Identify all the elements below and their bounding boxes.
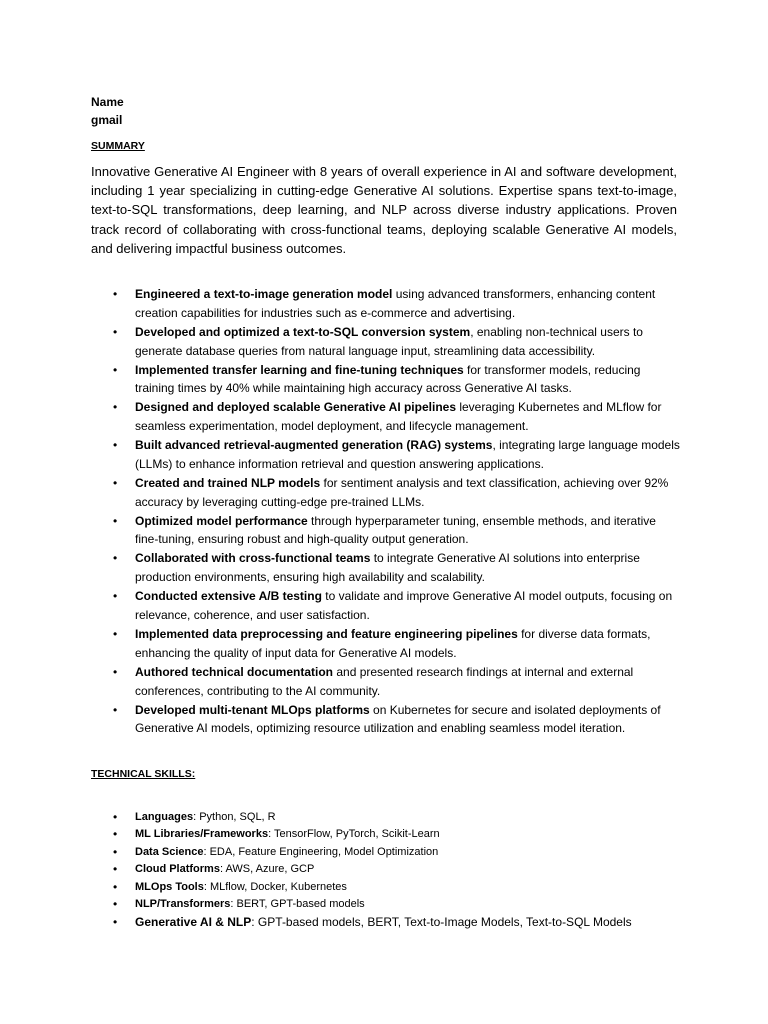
summary-text: Innovative Generative AI Engineer with 8 years of overall experience in AI and software development, including 1 year specializing in cutting-edge Generative AI solutions. Expertise spans text-to-image, text-to-SQL transformations, deep learning, and NLP across diverse industry applications. Proven track record of collaborating with cross-functional teams, deploying scalable Generative AI models, and delivering impactful business outcomes. [91, 164, 677, 256]
achievement-title: Created and trained NLP models [135, 475, 321, 490]
bullet-icon: • [113, 915, 118, 930]
bullet-icon: • [113, 879, 118, 894]
bullet-icon: • [113, 702, 118, 717]
achievement-item [91, 323, 681, 361]
skill-item [91, 844, 681, 861]
skill-label: MLOps Tools [135, 880, 204, 893]
bullet-icon: • [113, 362, 118, 377]
achievements-list [91, 285, 681, 738]
bullet-icon: • [113, 897, 118, 912]
bullet-icon: • [113, 287, 118, 301]
achievement-detail: to integrate Generative AI solutions into enterprise production environments, ensuring high availability and scalability. [135, 551, 640, 585]
technical-skills-list [91, 809, 681, 931]
achievement-item [91, 361, 681, 399]
bullet-icon: • [113, 400, 118, 415]
skill-item [91, 826, 681, 843]
skill-label: Generative AI & NLP [135, 915, 252, 930]
bullet-icon: • [113, 810, 118, 824]
achievement-item [91, 625, 681, 663]
candidate-name: Name [91, 95, 124, 109]
skill-item [91, 896, 681, 913]
skill-value: : TensorFlow, PyTorch, Scikit-Learn [268, 828, 440, 841]
achievement-item [91, 474, 681, 512]
achievement-title: Conducted extensive A/B testing [135, 589, 322, 604]
achievement-title: Developed multi-tenant MLOps platforms [135, 702, 370, 717]
bullet-icon: • [113, 589, 118, 604]
achievement-item [91, 549, 681, 587]
candidate-email: gmail [91, 113, 123, 127]
bullet-icon: • [113, 513, 118, 528]
bullet-icon: • [113, 438, 118, 453]
achievement-detail: leveraging Kubernetes and MLflow for seamless experimentation, model deployment, and lifecycle management. [135, 400, 662, 434]
bullet-icon: • [113, 475, 118, 490]
skill-label: NLP/Transformers [135, 898, 231, 911]
achievement-item [91, 512, 681, 550]
skill-item [91, 913, 681, 931]
skill-item [91, 861, 681, 878]
bullet-icon: • [113, 862, 118, 877]
skill-value: : GPT-based models, BERT, Text-to-Image Models, Text-to-SQL Models [251, 915, 632, 930]
achievement-title: Implemented data preprocessing and feature engineering pipelines [135, 627, 518, 642]
achievement-title: Engineered a text-to-image generation model [135, 287, 393, 301]
achievement-item [91, 587, 681, 625]
achievement-detail: , integrating large language models (LLMs) to enhance information retrieval and question answering applications. [135, 438, 680, 471]
achievement-detail: for sentiment analysis and text classification, achieving over 92% accuracy by leveraging cutting-edge pre-trained LLMs. [135, 475, 669, 509]
skill-item [91, 879, 681, 896]
technical-skills-heading: TECHNICAL SKILLS: [91, 768, 196, 780]
bullet-icon: • [113, 551, 118, 566]
skill-label: Data Science [135, 845, 204, 858]
achievement-item [91, 398, 681, 436]
achievement-title: Collaborated with cross-functional teams [135, 551, 371, 566]
achievement-title: Developed and optimized a text-to-SQL conversion system [135, 324, 471, 339]
achievement-item [91, 285, 681, 323]
achievement-title: Authored technical documentation [135, 664, 334, 679]
achievement-title: Implemented transfer learning and fine-tuning techniques [135, 362, 464, 377]
skill-value: : EDA, Feature Engineering, Model Optimization [203, 845, 439, 858]
achievement-detail: through hyperparameter tuning, ensemble methods, and iterative fine-tuning, ensuring robust and high-quality output generation. [135, 513, 656, 547]
skill-label: Languages [135, 811, 194, 823]
skill-value: : Python, SQL, R [193, 811, 276, 823]
achievement-detail: to validate and improve Generative AI model outputs, focusing on relevance, coherence, and user satisfaction. [135, 589, 673, 623]
skill-item [91, 809, 681, 826]
skill-label: ML Libraries/Frameworks [135, 828, 269, 841]
achievement-detail: for transformer models, reducing training times by 40% while maintaining high accuracy across Generative AI tasks. [135, 362, 641, 396]
bullet-icon: • [113, 844, 118, 859]
achievement-item [91, 663, 681, 701]
skill-value: : MLflow, Docker, Kubernetes [203, 880, 347, 893]
achievement-title: Optimized model performance [135, 513, 308, 528]
skill-label: Cloud Platforms [135, 863, 220, 876]
achievement-item [91, 436, 681, 474]
bullet-icon: • [113, 827, 118, 842]
achievement-detail: for diverse data formats, enhancing the quality of input data for Generative AI models. [135, 627, 651, 660]
skill-value: : BERT, GPT-based models [230, 898, 365, 911]
achievement-title: Designed and deployed scalable Generative AI pipelines [135, 400, 456, 415]
achievement-item [91, 701, 681, 739]
bullet-icon: • [113, 627, 118, 642]
achievement-detail: using advanced transformers, enhancing content creation capabilities for industries such as e-commerce and advertising. [135, 287, 656, 320]
achievement-detail: and presented research findings at internal and external conferences, contributing to the AI community. [135, 664, 634, 698]
summary-heading: SUMMARY [91, 140, 145, 152]
bullet-icon: • [113, 664, 118, 679]
achievement-title: Built advanced retrieval-augmented generation (RAG) systems [135, 438, 493, 453]
bullet-icon: • [113, 324, 118, 339]
skill-value: : AWS, Azure, GCP [219, 863, 315, 876]
achievement-detail: , enabling non-technical users to generate database queries from natural language input, streamlining data accessibility. [135, 324, 643, 358]
achievement-detail: on Kubernetes for secure and isolated deployments of Generative AI models, optimizing resource utilization and enabling seamless model iteration. [135, 702, 661, 736]
